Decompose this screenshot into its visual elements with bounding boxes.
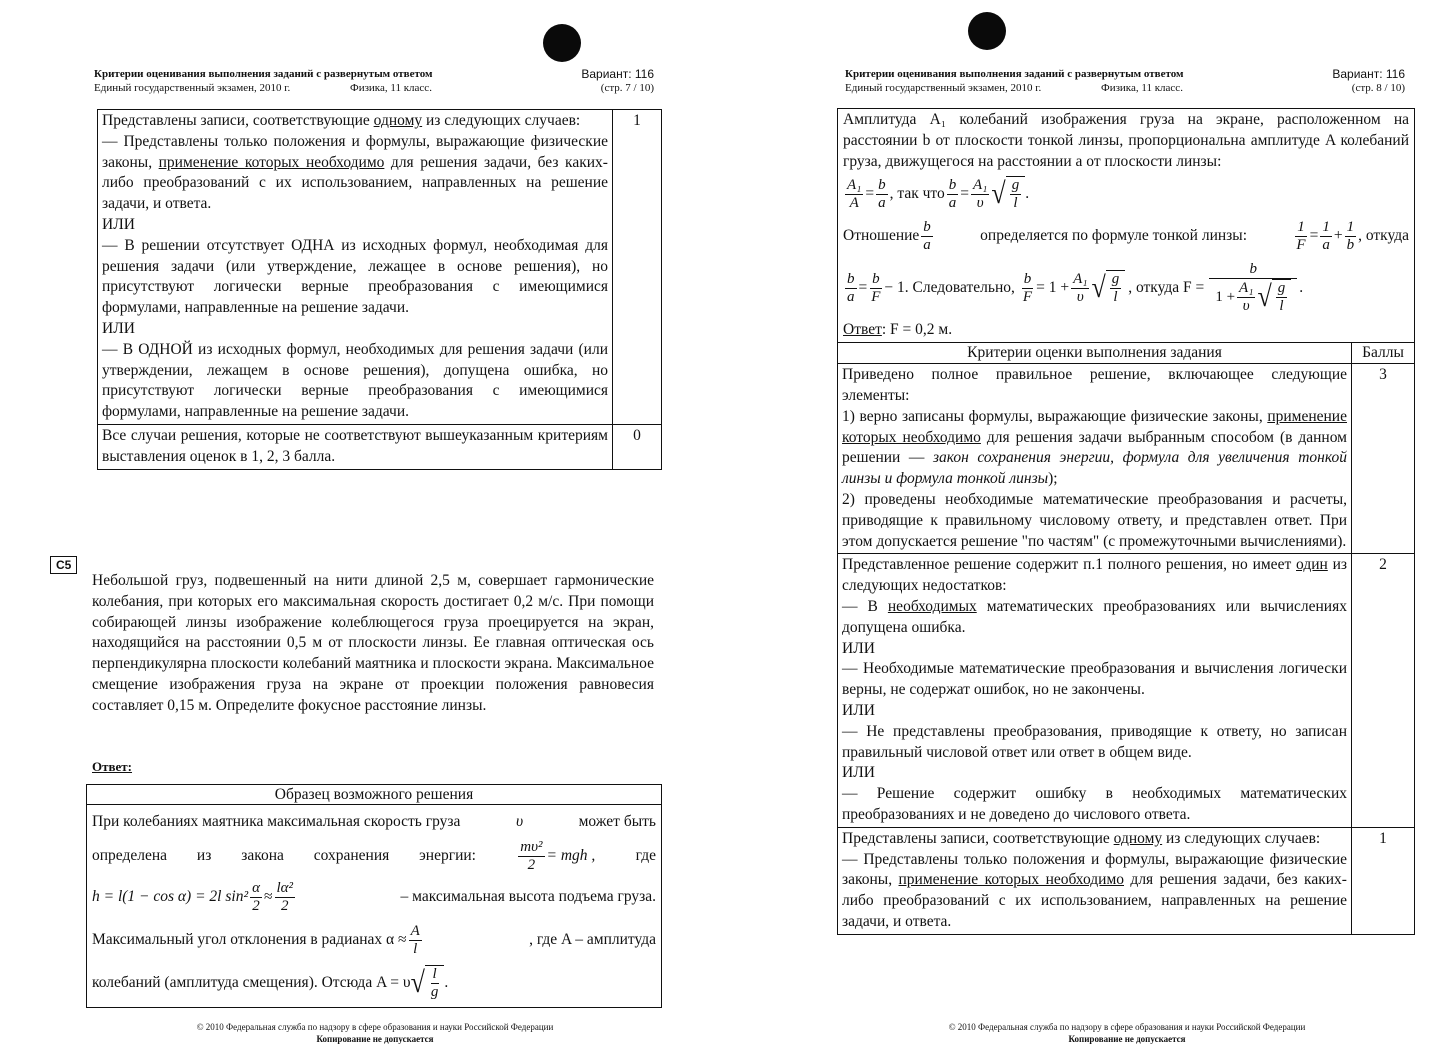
frac-den: a xyxy=(948,194,957,211)
right-page-header xyxy=(845,67,1405,95)
left-page-header xyxy=(94,67,654,95)
right-solution-table xyxy=(837,108,1415,935)
score: 1 xyxy=(613,110,662,425)
or-separator: ИЛИ xyxy=(842,701,875,719)
text: для решения задачи, без каких-либо преобразований с их использованием, направленных на решение задачи, и ответа. xyxy=(102,153,608,213)
frac-den: 2 xyxy=(252,897,260,914)
text-underlined: один xyxy=(1296,556,1328,574)
formula: = mgh , xyxy=(546,846,596,864)
right-footer xyxy=(892,1021,1362,1045)
formula: = xyxy=(865,184,875,202)
punch-hole-right xyxy=(968,12,1006,50)
page-number: (стр. 7 / 10) xyxy=(600,82,654,94)
text: — В ОДНОЙ из исходных формул, необходимых для решения задачи (или утверждении, лежащем в основе решения), допущена ошибка, но присутствуют логически верные преобразования с имеющимися формулами, направленные на решение задачи. xyxy=(102,340,608,421)
or-separator: ИЛИ xyxy=(102,215,135,233)
frac-num: g xyxy=(1277,280,1286,297)
formula: h = l(1 − cos α) = 2l sin² xyxy=(92,887,249,905)
criteria-row-0 xyxy=(98,424,662,469)
formula: = xyxy=(960,184,970,202)
score: 0 xyxy=(613,424,662,469)
text: Отношение xyxy=(843,226,920,244)
solution-box xyxy=(86,784,662,1008)
text: . xyxy=(1299,278,1304,296)
solution-continued xyxy=(838,109,1415,343)
text: ); xyxy=(1048,470,1058,488)
solution-body xyxy=(87,805,662,1008)
formula: υ xyxy=(515,813,524,830)
text: определяется по формуле тонкой линзы: xyxy=(980,226,1248,244)
header-subject: Физика, 11 класс. xyxy=(1101,82,1183,94)
score: 1 xyxy=(1352,827,1415,934)
text: Максимальный угол отклонения в радианах α ≈ xyxy=(92,930,407,948)
answer-label: Ответ: xyxy=(92,759,133,774)
text-underlined: применение которых необходимо xyxy=(898,871,1124,889)
criteria-text: Все случаи решения, которые не соответствуют вышеуказанным критериям выставления оценок в 1, 2, 3 балла. xyxy=(98,424,613,469)
text: из следующих недостатков: xyxy=(842,556,1347,595)
frac-num: g xyxy=(1111,271,1120,288)
criteria-row-3 xyxy=(838,364,1415,554)
or-separator: ИЛИ xyxy=(102,319,135,337)
footer-copyright: © 2010 Федеральная служба по надзору в сфере образования и науки Российской Федерации xyxy=(196,1022,554,1032)
frac-den: l xyxy=(413,940,418,957)
text: − 1. Следовательно, xyxy=(884,278,1015,296)
frac-num: A₁ xyxy=(1239,279,1254,296)
criteria-text xyxy=(98,110,613,425)
frac-den: υ xyxy=(976,194,984,211)
text: 1) верно записаны формулы, выражающие физические законы, xyxy=(842,407,1268,425)
header-exam: Единый государственный экзамен, 2010 г. xyxy=(845,82,1042,94)
frac-den: a xyxy=(847,288,855,305)
frac-num: g xyxy=(1011,177,1020,194)
score-column-header: Баллы xyxy=(1352,343,1415,364)
header-variant xyxy=(1332,67,1405,95)
frac-num: A₁ xyxy=(973,176,988,193)
text: . xyxy=(1025,184,1030,202)
frac-num: 1 xyxy=(1297,218,1305,235)
punch-hole-left xyxy=(543,24,581,62)
text: где xyxy=(635,847,656,864)
frac-den: l xyxy=(1113,289,1118,306)
frac-den: g xyxy=(430,984,439,1000)
text: При колебаниях маятника максимальная скорость груза xyxy=(92,813,461,830)
frac-den: F xyxy=(871,288,881,305)
big-fraction: b 1 + $\frac{\text{A₁}}{\upsilon}$ √ $\frac{g}{l}$ xyxy=(1209,261,1297,315)
text: Представленное решение содержит п.1 полного решения, но имеет xyxy=(842,556,1297,574)
frac-den: a xyxy=(1322,236,1330,253)
frac-num: 1 xyxy=(1346,218,1355,235)
frac-den: b xyxy=(1346,236,1355,253)
frac-num: b xyxy=(1023,270,1032,287)
frac-num: b xyxy=(1209,261,1297,279)
text: для решения задачи, без каких-либо преобразований с их использованием, направленных на решение задачи, и ответа. xyxy=(842,871,1347,930)
text-underlined: необходимых xyxy=(887,597,977,615)
frac-den: a xyxy=(923,236,931,253)
solution-heading: Образец возможного решения xyxy=(87,785,662,805)
formula: = xyxy=(1309,226,1319,244)
criteria-row-1 xyxy=(98,110,662,425)
text-underlined: одному xyxy=(1113,829,1163,847)
header-subject: Физика, 11 класс. xyxy=(350,82,432,94)
criteria-row-2 xyxy=(838,554,1415,827)
text-underlined: применение которых необходимо xyxy=(842,407,1347,446)
text: для решения задачи выбранным способом (в данном решении — xyxy=(842,428,1347,467)
text-underlined: применение которых необходимо xyxy=(158,153,385,171)
formula: = xyxy=(858,278,868,296)
text: может быть xyxy=(578,813,656,830)
or-separator: ИЛИ xyxy=(842,764,875,782)
header-title: Критерии оценивания выполнения заданий с развернутым ответом xyxy=(94,68,433,80)
frac-num: b xyxy=(923,218,931,235)
text: 2) проведены необходимые математические преобразования и расчеты, приводящие к правильному числовому ответу, и представлен ответ. При этом допускается решение "по частям" (с промежуточными вычислениями). xyxy=(842,490,1347,550)
text: – максимальная высота подъема груза. xyxy=(400,888,656,905)
left-criteria-table xyxy=(97,109,662,470)
or-separator: ИЛИ xyxy=(842,639,875,657)
sqrt: √ $\frac{l}{g}$ xyxy=(411,965,445,1001)
header-exam: Единый государственный экзамен, 2010 г. xyxy=(94,82,291,94)
frac-den: l xyxy=(1279,298,1284,315)
score: 2 xyxy=(1352,554,1415,827)
page-number: (стр. 8 / 10) xyxy=(1351,82,1405,94)
footer-notice: Копирование не допускается xyxy=(316,1034,434,1044)
footer-copyright: © 2010 Федеральная служба по надзору в сфере образования и науки Российской Федерации xyxy=(948,1022,1306,1032)
answer-label: Ответ xyxy=(843,321,882,339)
text: , где A – амплитуда xyxy=(529,931,656,948)
text: из следующих случаев: xyxy=(422,112,581,129)
frac-den: F xyxy=(1022,288,1033,305)
frac-den: a xyxy=(878,194,886,211)
text: — Не представлены преобразования, приводящие к ответу, но записан правильный числовой ответ или ответ в общем виде. xyxy=(842,722,1347,761)
criteria-row-1 xyxy=(838,827,1415,934)
frac-num: b xyxy=(948,176,957,193)
criteria-text xyxy=(838,364,1352,554)
text: — Решение содержит ошибку в необходимых математических преобразованиях и не доведено до числового ответа. xyxy=(842,785,1347,823)
frac-den: l xyxy=(1013,195,1018,212)
footer-notice: Копирование не допускается xyxy=(1068,1034,1186,1044)
header-variant xyxy=(581,67,654,95)
text-underlined: одному xyxy=(373,112,423,129)
frac-den: υ xyxy=(1242,297,1250,314)
sqrt: √ $\frac{g}{l}$ xyxy=(1091,270,1125,306)
frac-den: 2 xyxy=(527,856,536,873)
frac-num: b xyxy=(847,270,855,287)
text: , откуда F = xyxy=(1128,278,1205,296)
text: . xyxy=(444,974,449,991)
text: Представлены записи, соответствующие xyxy=(102,112,374,129)
frac-den: A xyxy=(849,194,859,211)
text: — В решении отсутствует ОДНА из исходных формул, необходимая для решения задачи (или утверждение, лежащее в основе решения), но присутствуют логически верные преобразования с имеющимися формулами, направленные на решение задачи. xyxy=(102,236,608,317)
criteria-header-row xyxy=(838,343,1415,364)
score: 3 xyxy=(1352,364,1415,554)
variant-number: Вариант: 116 xyxy=(1332,67,1405,81)
frac-den: F xyxy=(1296,236,1306,253)
criteria-column-header: Критерии оценки выполнения задания xyxy=(838,343,1352,364)
frac-num: l xyxy=(432,966,437,982)
criteria-text xyxy=(838,827,1352,934)
frac-den: 2 xyxy=(281,897,289,914)
text: из следующих случаев: xyxy=(1162,829,1321,847)
text: Приведено полное правильное решение, включающее следующие элементы: xyxy=(842,366,1347,404)
answer-value: : F = 0,2 м. xyxy=(881,321,953,339)
text: — Представлены только положения и формулы, выражающие физические законы, xyxy=(102,132,608,171)
answer xyxy=(843,320,1409,341)
text: — Представлены только положения и формулы, выражающие физические законы, xyxy=(842,850,1347,889)
text: , так что xyxy=(889,184,945,202)
frac-num: A xyxy=(410,922,420,939)
criteria-text xyxy=(838,554,1352,827)
text: математических преобразованиях или вычислениях допущена ошибка. xyxy=(842,597,1347,636)
frac-num: b xyxy=(872,270,880,287)
task-text: Небольшой груз, подвешенный на нити длиной 2,5 м, совершает гармонические колебания, при которых его максимальная скорость достигает 0,2 м/с. При помощи собирающей линзы изображение колеблющегося груза проецируется на экран, находящийся на расстоянии 0,5 м от плоскости линзы. Ее главная оптическая ось перпендикулярна плоскости колебаний маятника и плоскости экрана. Максимальное смещение изображения груза на экране от проекции положения равновесия составляет 0,15 м. Определите фокусное расстояние линзы. xyxy=(92,572,654,714)
text: колебаний (амплитуда смещения). Отсюда A = υ xyxy=(92,974,411,991)
text-italic: закон сохранения энергии, формула для увеличения тонкой линзы и формула тонкой линзы xyxy=(842,449,1347,488)
frac-den: υ xyxy=(1076,288,1084,305)
frac-num: A₁ xyxy=(847,176,862,193)
frac-num: b xyxy=(878,176,886,193)
left-footer xyxy=(140,1021,610,1045)
text: Амплитуда A₁ колебаний изображения груза на экране, расположенном на расстоянии b от плоскости тонкой линзы, пропорциональна амплитуде A колебаний груза, движущегося на расстоянии a от плоскости линзы: xyxy=(843,111,1409,170)
formula: + xyxy=(1333,226,1343,244)
frac-num: mυ² xyxy=(520,838,543,855)
frac-num: 1 xyxy=(1322,218,1330,235)
formula: 1 + xyxy=(1215,288,1236,305)
frac-num: α xyxy=(252,879,260,896)
text: — В xyxy=(842,597,888,615)
formula: = 1 + xyxy=(1036,278,1070,296)
text: , откуда xyxy=(1358,226,1409,244)
frac-num: lα² xyxy=(276,879,294,896)
header-title: Критерии оценивания выполнения заданий с развернутым ответом xyxy=(845,68,1184,80)
formula: ≈ xyxy=(263,887,273,905)
text: определена из закона сохранения энергии: xyxy=(92,847,476,864)
text: Представлены записи, соответствующие xyxy=(842,829,1114,847)
sqrt: √ $\frac{g}{l}$ xyxy=(991,176,1025,212)
text: — Необходимые математические преобразования и вычисления логически верны, не содержат ошибок, но не закончены. xyxy=(842,660,1347,699)
frac-num: A₁ xyxy=(1073,270,1088,287)
task-label: C5 xyxy=(50,556,77,574)
variant-number: Вариант: 116 xyxy=(581,67,654,81)
